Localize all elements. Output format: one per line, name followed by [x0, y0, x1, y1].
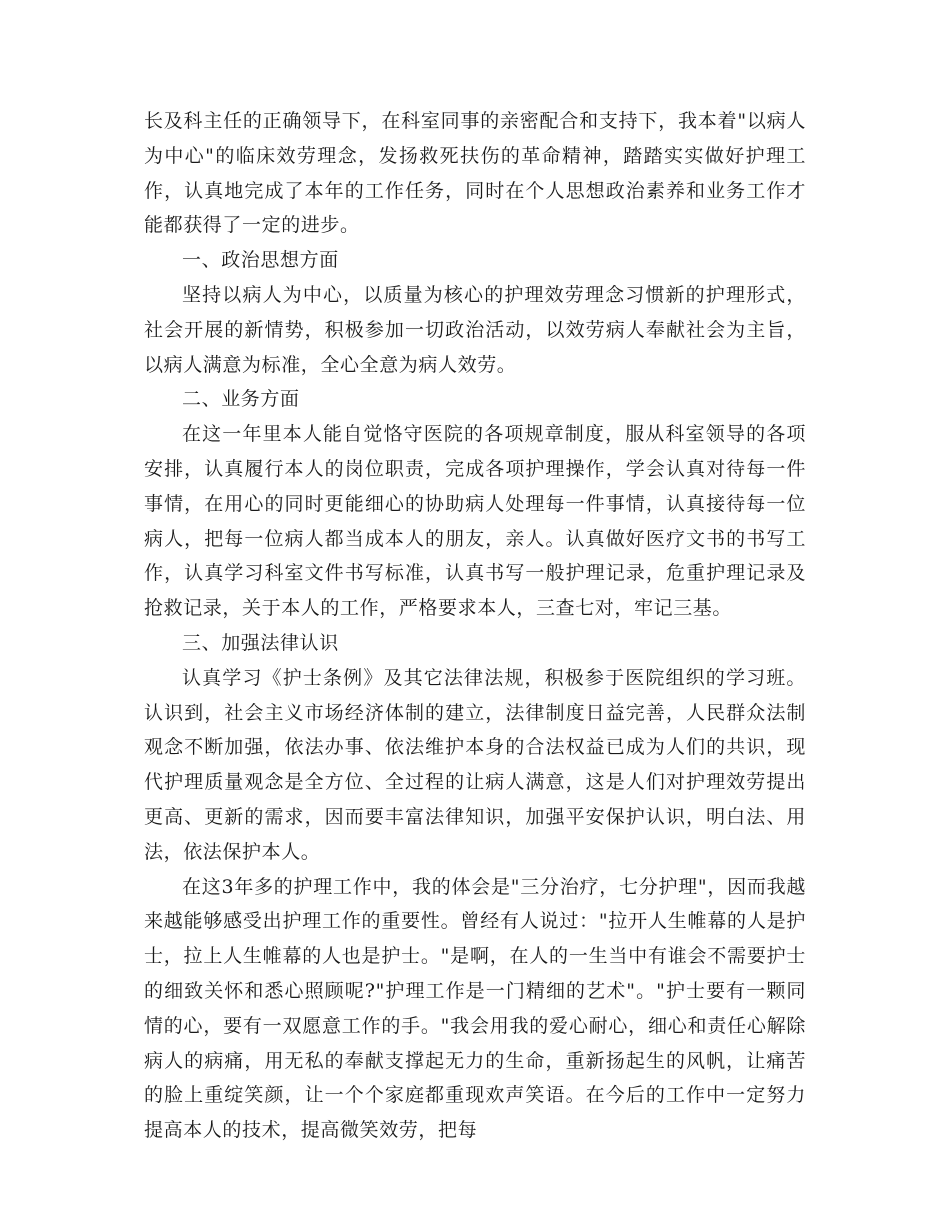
- document-page: [144, 104, 806, 1148]
- paragraph-intro-continued: 长及科主任的正确领导下，在科室同事的亲密配合和支持下，我本着"以病人为中心"的临床效劳理念，发扬救死扶伤的革命精神，踏踏实实做好护理工作，认真地完成了本年的工作任务，同时在个人思想政治素养和业务工作才能都获得了一定的进步。: [144, 110, 806, 237]
- paragraph-business: 在这一年里本人能自觉恪守医院的各项规章制度，服从科室领导的各项安排，认真履行本人的岗位职责，完成各项护理操作，学会认真对待每一件事情，在用心的同时更能细心的协助病人处理每一件事情，认真接待每一位病人，把每一位病人都当成本人的朋友，亲人。认真做好医疗文书的书写工作，认真学习科室文件书写标准，认真书写一般护理记录，危重护理记录及抢救记录，关于本人的工作，严格要求本人，三查七对，牢记三基。: [144, 423, 806, 620]
- paragraph-nursing-experience: 在这3年多的护理工作中，我的体会是"三分治疗，七分护理"，因而我越来越能够感受出护理工作的重要性。曾经有人说过："拉开人生帷幕的人是护士，拉上人生帷幕的人也是护士。"是啊，在人的一生当中有谁会不需要护士的细致关怀和悉心照顾呢?"护理工作是一门精细的艺术"。"护士要有一颗同情的心，要有一双愿意工作的手。"我会用我的爱心耐心，细心和责任心解除病人的病痛，用无私的奉献支撑起无力的生命，重新扬起生的风帆，让痛苦的脸上重绽笑颜，让一个个家庭都重现欢声笑语。在今后的工作中一定努力提高本人的技术，提高微笑效劳，把每: [144, 875, 806, 1142]
- section-heading-business: 二、业务方面: [182, 388, 300, 411]
- paragraph-legal-awareness: 认真学习《护士条例》及其它法律法规，积极参于医院组织的学习班。认识到，社会主义市场经济体制的建立，法律制度日益完善，人民群众法制观念不断加强，依法办事、依法维护本身的合法权益已成为人们的共识，现代护理质量观念是全方位、全过程的让病人满意，这是人们对护理效劳提出更高、更新的需求，因而要丰富法律知识，加强平安保护认识，明白法、用法，依法保护本人。: [144, 666, 806, 863]
- paragraph-political-thought: 坚持以病人为中心，以质量为核心的护理效劳理念习惯新的护理形式，社会开展的新情势，积极参加一切政治活动，以效劳病人奉献社会为主旨，以病人满意为标准，全心全意为病人效劳。: [144, 283, 806, 376]
- section-heading-legal-awareness: 三、加强法律认识: [182, 631, 339, 654]
- section-heading-political-thought: 一、政治思想方面: [182, 249, 339, 272]
